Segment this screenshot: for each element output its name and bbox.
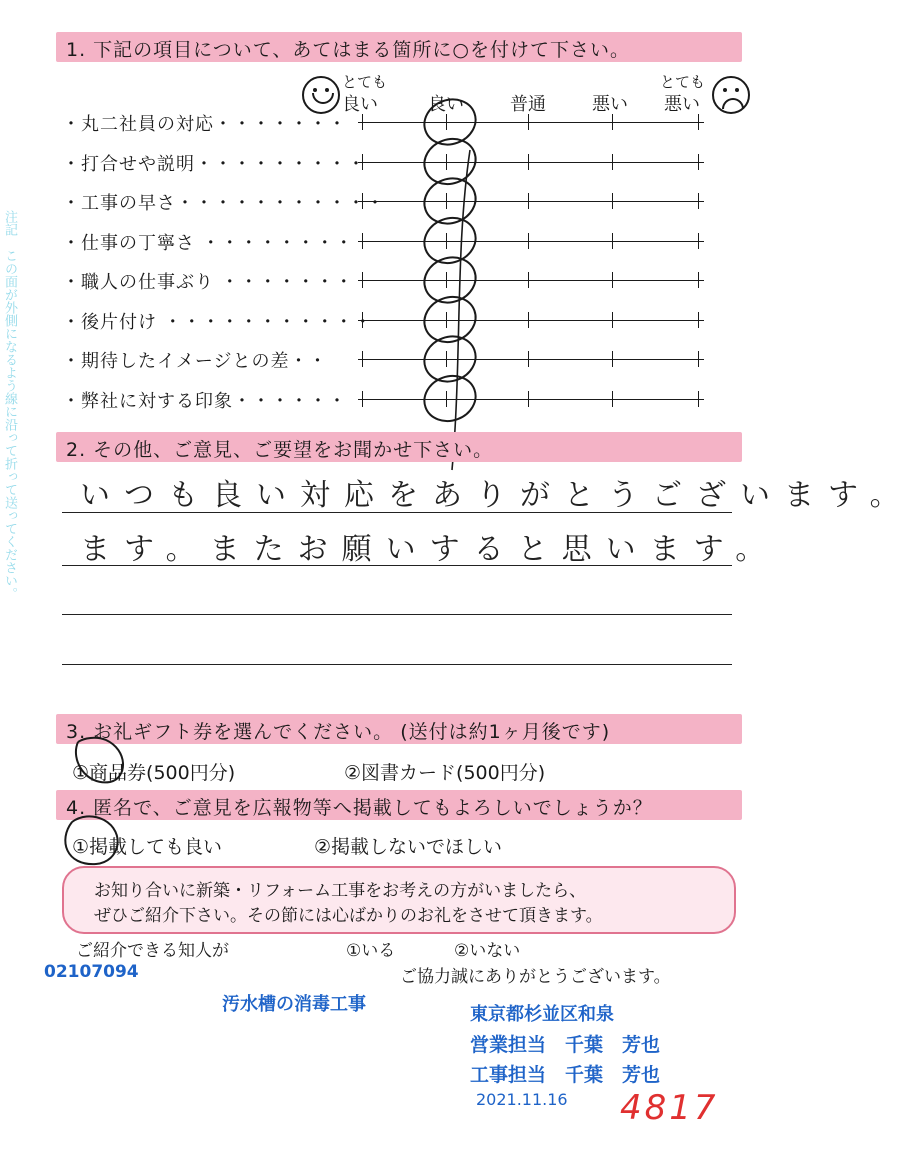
publish-option-2[interactable]: ②掲載しないでほしい	[314, 836, 503, 858]
gift-selection-circle	[76, 738, 123, 783]
scale-very-good-top: とても	[342, 73, 388, 91]
survey-date: 2021.11.16	[476, 1090, 568, 1109]
thanks-text: ご協力誠にありがとうございます。	[400, 967, 671, 987]
rating-row-label: ・職人の仕事ぶり ・・・・・・・	[62, 272, 354, 293]
section1-title: 1. 下記の項目について、あてはまる箇所に○を付けて下さい。	[66, 39, 630, 61]
rating-row-label: ・弊社に対する印象・・・・・・	[62, 390, 347, 412]
address: 東京都杉並区和泉	[470, 1004, 614, 1025]
sales-rep: 営業担当 千葉 芳也	[470, 1034, 661, 1056]
scale-very-bad-top: とても	[660, 73, 706, 91]
referral-line-2: ぜひご紹介下さい。その節には心ばかりのお礼をさせて頂きます。	[94, 906, 603, 926]
scale-good: 良い	[428, 94, 464, 115]
job-name: 汚水槽の消毒工事	[222, 994, 366, 1015]
referral-box	[62, 866, 736, 934]
section3-title: 3. お礼ギフト券を選んでください。 (送付は約1ヶ月後です)	[66, 721, 611, 743]
construction-rep: 工事担当 千葉 芳也	[470, 1064, 661, 1086]
comment-line-2: ます。またお願いすると思います。	[80, 532, 780, 567]
scale-very-good: 良い	[342, 94, 378, 115]
referral-no[interactable]: ②いない	[454, 941, 521, 961]
scale-bad: 悪い	[592, 94, 628, 115]
gift-option-1[interactable]: ①商品券(500円分)	[72, 762, 236, 784]
handwritten-number: 4817	[620, 1088, 719, 1128]
scale-very-bad: 悪い	[664, 94, 700, 115]
referral-line-1: お知り合いに新築・リフォーム工事をお考えの方がいましたら、	[94, 881, 587, 901]
referral-question: ご紹介できる知人が	[76, 941, 229, 961]
rating-row-label: ・丸二社員の対応・・・・・・・	[62, 114, 347, 135]
publish-selection-circle	[65, 816, 117, 864]
side-note: 注記 この面が外側になるよう線に沿って折って送ってください。	[2, 210, 17, 600]
comment-line-1: いつも良い対応をありがとうございます。	[80, 478, 914, 513]
referral-yes[interactable]: ①いる	[346, 941, 396, 961]
gift-option-2[interactable]: ②図書カード(500円分)	[344, 762, 546, 784]
rating-row-label: ・期待したイメージとの差・・	[62, 351, 328, 372]
section4-title: 4. 匿名で、ご意見を広報物等へ掲載してもよろしいでしょうか？	[66, 797, 653, 819]
customer-code: 02107094	[44, 962, 139, 982]
rating-row-label: ・打合せや説明・・・・・・・・・	[62, 153, 366, 175]
rating-row-label: ・仕事の丁寧さ ・・・・・・・・	[62, 232, 354, 254]
rating-row-label: ・工事の早さ・・・・・・・・・・・	[62, 193, 385, 214]
section2-title: 2. その他、ご意見、ご要望をお聞かせ下さい。	[66, 439, 494, 461]
scale-normal: 普通	[510, 94, 546, 115]
publish-option-1[interactable]: ①掲載しても良い	[72, 836, 223, 858]
rating-row-label: ・後片付け ・・・・・・・・・・・	[62, 311, 373, 333]
